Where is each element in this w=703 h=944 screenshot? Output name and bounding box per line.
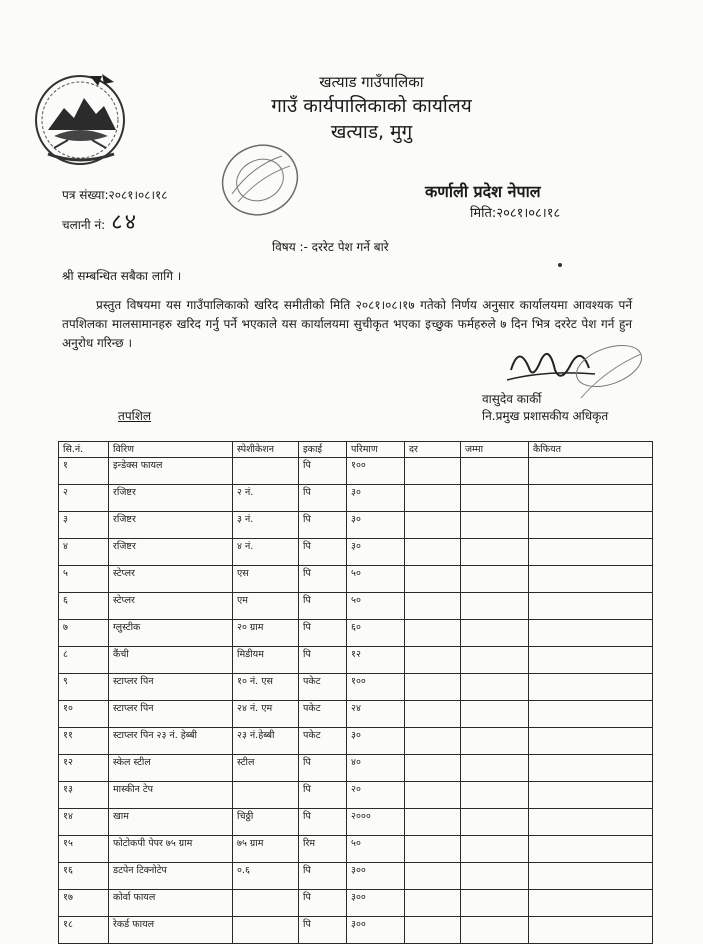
cell-total — [461, 620, 529, 647]
table-row — [59, 674, 653, 701]
col-sn: सि.नं. — [59, 442, 109, 458]
cell-sn: ४ — [59, 539, 109, 566]
cell-remarks — [529, 674, 653, 701]
cell-remarks — [529, 620, 653, 647]
cell-unit: पकेट — [299, 674, 347, 701]
cell-spec: एम — [233, 593, 299, 620]
table-row — [59, 890, 653, 917]
cell-unit: पकेट — [299, 728, 347, 755]
cell-sn: ५ — [59, 566, 109, 593]
cell-sn: ६ — [59, 593, 109, 620]
cell-spec: ३ नं. — [233, 512, 299, 539]
table-title: तपशिल — [118, 409, 152, 423]
cell-sn: १७ — [59, 890, 109, 917]
cell-unit: पि — [299, 593, 347, 620]
cell-total — [461, 539, 529, 566]
cell-remarks — [529, 917, 653, 944]
table-row — [59, 620, 653, 647]
cell-item: ग्लुस्टीक — [109, 620, 233, 647]
cell-total — [461, 728, 529, 755]
cell-rate — [405, 917, 461, 944]
cell-qty: ५० — [347, 593, 405, 620]
cell-remarks — [529, 593, 653, 620]
cell-rate — [405, 728, 461, 755]
cell-item: स्टाप्लर पिन २३ नं. हेब्बी — [109, 728, 233, 755]
cell-qty: ६० — [347, 620, 405, 647]
col-total: जम्मा — [461, 442, 529, 458]
cell-qty: २४ — [347, 701, 405, 728]
cell-remarks — [529, 890, 653, 917]
cell-remarks — [529, 485, 653, 512]
cell-unit: पकेट — [299, 701, 347, 728]
cell-sn: १ — [59, 458, 109, 485]
cell-rate — [405, 809, 461, 836]
cell-spec: २४ नं. एम — [233, 701, 299, 728]
cell-remarks — [529, 458, 653, 485]
cell-item: मास्कीन टेप — [109, 782, 233, 809]
office-seal-icon — [212, 136, 312, 226]
table-row — [59, 917, 653, 944]
cell-total — [461, 458, 529, 485]
cell-rate — [405, 836, 461, 863]
signatory-title: नि.प्रमुख प्रशासकीय अधिकृत — [482, 409, 609, 423]
date-value: २०८१।०८।१८ — [496, 206, 561, 221]
cell-item: स्टेप्लर — [109, 593, 233, 620]
cell-unit: पि — [299, 566, 347, 593]
cell-spec: २० ग्राम — [233, 620, 299, 647]
col-remarks: कैफियत — [529, 442, 653, 458]
table-row — [59, 647, 653, 674]
cell-spec: ४ नं. — [233, 539, 299, 566]
cell-spec — [233, 782, 299, 809]
cell-remarks — [529, 836, 653, 863]
cell-total — [461, 674, 529, 701]
table-row — [59, 539, 653, 566]
cell-sn: १४ — [59, 809, 109, 836]
cell-item: स्टाप्लर पिन — [109, 674, 233, 701]
cell-rate — [405, 485, 461, 512]
cell-sn: ११ — [59, 728, 109, 755]
cell-rate — [405, 890, 461, 917]
cell-spec: २३ नं.हेब्बी — [233, 728, 299, 755]
cell-sn: ९ — [59, 674, 109, 701]
table-row — [59, 485, 653, 512]
cell-spec: १० नं. एस — [233, 674, 299, 701]
cell-sn: १३ — [59, 782, 109, 809]
cell-sn: १६ — [59, 863, 109, 890]
cell-total — [461, 512, 529, 539]
cell-remarks — [529, 539, 653, 566]
cell-total — [461, 809, 529, 836]
cell-item: स्टेप्लर — [109, 566, 233, 593]
cell-qty: ५० — [347, 566, 405, 593]
cell-sn: १८ — [59, 917, 109, 944]
table-row — [59, 701, 653, 728]
col-qty: परिमाण — [347, 442, 405, 458]
cell-unit: पि — [299, 620, 347, 647]
table-row — [59, 836, 653, 863]
patra-sankhya — [62, 186, 168, 203]
cell-total — [461, 566, 529, 593]
letter-date — [470, 203, 560, 221]
letter-body-text: प्रस्तुत विषयमा यस गाउँपालिकाको खरिद समीतीको मिति २०८१।०८।१७ गतेको निर्णय अनुसार कार्यालयमा आवश्यक पर्ने तपशिलका मालसामानहरु खरिद गर्नु पर्ने भएकाले यस कार्यालयमा सुचीकृत भएका इच्छुक फर्महरुले ७ दिन भित्र दररेट पेश गर्न हुन अनुरोध गरिन्छ । — [62, 298, 632, 350]
cell-rate — [405, 539, 461, 566]
cell-remarks — [529, 647, 653, 674]
cell-total — [461, 782, 529, 809]
cell-spec — [233, 458, 299, 485]
cell-qty: ३० — [347, 485, 405, 512]
cell-item: स्टाप्लर पिन — [109, 701, 233, 728]
cell-qty: ३०० — [347, 917, 405, 944]
cell-total — [461, 890, 529, 917]
ink-dot — [558, 263, 562, 267]
patra-value: २०८१।०८।१८ — [108, 188, 168, 202]
cell-spec: मिडीयम — [233, 647, 299, 674]
cell-rate — [405, 674, 461, 701]
cell-rate — [405, 566, 461, 593]
cell-total — [461, 647, 529, 674]
cell-remarks — [529, 701, 653, 728]
cell-qty: ३०० — [347, 890, 405, 917]
col-spec: स्पेशीकेशन — [233, 442, 299, 458]
cell-qty: ३०० — [347, 863, 405, 890]
cell-rate — [405, 620, 461, 647]
cell-sn: ३ — [59, 512, 109, 539]
cell-spec — [233, 917, 299, 944]
cell-spec: स्टील — [233, 755, 299, 782]
cell-unit: पि — [299, 512, 347, 539]
cell-qty: २००० — [347, 809, 405, 836]
cell-total — [461, 863, 529, 890]
cell-total — [461, 593, 529, 620]
office-name: खत्याड गाउँपालिका — [319, 73, 424, 91]
cell-remarks — [529, 755, 653, 782]
cell-item: रजिष्टर — [109, 485, 233, 512]
cell-unit: पि — [299, 890, 347, 917]
table-row — [59, 728, 653, 755]
items-table — [58, 441, 653, 944]
cell-qty: १०० — [347, 674, 405, 701]
cell-qty: ३० — [347, 539, 405, 566]
cell-qty: ३० — [347, 728, 405, 755]
patra-label: पत्र संख्या: — [62, 188, 109, 202]
cell-sn: ७ — [59, 620, 109, 647]
cell-remarks — [529, 863, 653, 890]
cell-item: रजिष्टर — [109, 539, 233, 566]
cell-unit: पि — [299, 485, 347, 512]
cell-item: इन्डेक्स फायल — [109, 458, 233, 485]
cell-qty: ५० — [347, 836, 405, 863]
cell-sn: ८ — [59, 647, 109, 674]
salutation: श्री सम्बन्धित सबैका लागि । — [62, 269, 182, 283]
cell-total — [461, 485, 529, 512]
cell-rate — [405, 458, 461, 485]
cell-remarks — [529, 809, 653, 836]
cell-item: स्केल स्टील — [109, 755, 233, 782]
cell-rate — [405, 593, 461, 620]
cell-unit: पि — [299, 755, 347, 782]
cell-unit: पि — [299, 917, 347, 944]
cell-total — [461, 836, 529, 863]
col-item: विरिण — [109, 442, 233, 458]
cell-unit: पि — [299, 539, 347, 566]
cell-rate — [405, 782, 461, 809]
cell-spec: ०.६ — [233, 863, 299, 890]
cell-sn: १५ — [59, 836, 109, 863]
cell-item: खाम — [109, 809, 233, 836]
cell-item: रजिष्टर — [109, 512, 233, 539]
cell-item: कोर्वा फायल — [109, 890, 233, 917]
cell-sn: २ — [59, 485, 109, 512]
cell-spec: एस — [233, 566, 299, 593]
table-row — [59, 512, 653, 539]
cell-sn: १२ — [59, 755, 109, 782]
table-header-row — [59, 442, 653, 458]
chalani-value: ८४ — [111, 210, 139, 235]
cell-unit: पि — [299, 863, 347, 890]
cell-item: कैंची — [109, 647, 233, 674]
cell-spec: चिठ्ठी — [233, 809, 299, 836]
table-body — [59, 458, 653, 944]
cell-spec: ७५ ग्राम — [233, 836, 299, 863]
cell-item: रेकर्ड फायल — [109, 917, 233, 944]
table-row — [59, 593, 653, 620]
table-row — [59, 782, 653, 809]
cell-item: डटपेन टिक्नोटेप — [109, 863, 233, 890]
cell-rate — [405, 863, 461, 890]
cell-total — [461, 755, 529, 782]
cell-qty: ४० — [347, 755, 405, 782]
office-karyalaya: गाउँ कार्यपालिकाको कार्यालय — [271, 95, 472, 117]
cell-rate — [405, 755, 461, 782]
cell-unit: रिम — [299, 836, 347, 863]
cell-remarks — [529, 782, 653, 809]
date-label: मिति: — [470, 206, 497, 221]
col-rate: दर — [405, 442, 461, 458]
table-row — [59, 809, 653, 836]
cell-remarks — [529, 566, 653, 593]
cell-unit: पि — [299, 458, 347, 485]
cell-total — [461, 701, 529, 728]
chalani-number — [62, 206, 138, 236]
cell-rate — [405, 701, 461, 728]
cell-item: फोटोकपी पेपर ७५ ग्राम — [109, 836, 233, 863]
letter-subject: विषय :- दररेट पेश गर्ने बारे — [272, 240, 389, 254]
col-unit: इकाई — [299, 442, 347, 458]
cell-unit: पि — [299, 647, 347, 674]
cell-qty: १०० — [347, 458, 405, 485]
cell-remarks — [529, 728, 653, 755]
table-row — [59, 458, 653, 485]
signatory-name: वासुदेव कार्की — [482, 392, 542, 406]
cell-total — [461, 917, 529, 944]
cell-unit: पि — [299, 809, 347, 836]
cell-spec — [233, 890, 299, 917]
cell-sn: १० — [59, 701, 109, 728]
cell-spec: २ नं. — [233, 485, 299, 512]
cell-qty: २० — [347, 782, 405, 809]
cell-rate — [405, 647, 461, 674]
table-row — [59, 566, 653, 593]
cell-qty: १२ — [347, 647, 405, 674]
table-row — [59, 755, 653, 782]
cell-qty: ३० — [347, 512, 405, 539]
table-row — [59, 863, 653, 890]
office-place: खत्याड, मुगु — [330, 121, 413, 143]
cell-remarks — [529, 512, 653, 539]
chalani-label: चलानी नं: — [62, 218, 106, 232]
cell-unit: पि — [299, 782, 347, 809]
cell-rate — [405, 512, 461, 539]
province-name: कर्णाली प्रदेश नेपाल — [425, 182, 541, 201]
